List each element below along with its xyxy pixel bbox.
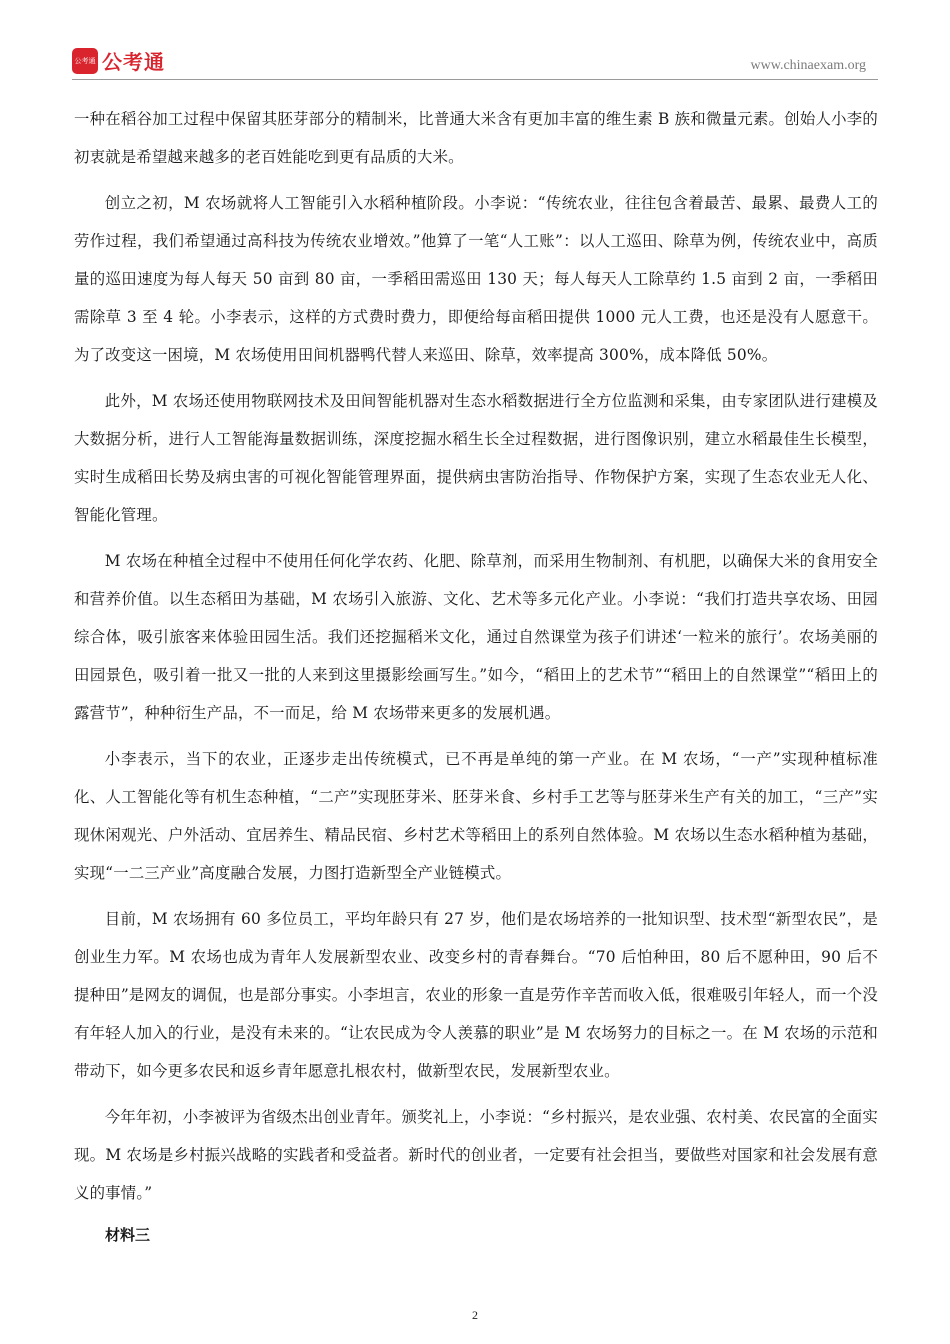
logo-text: 公考通: [102, 50, 165, 74]
paragraph-5: 小李表示，当下的农业，正逐步走出传统模式，已不再是单纯的第一产业。在 M 农场，“一产”实现种植标准化、人工智能化等有机生态种植，“二产”实现胚芽米、胚芽米食、乡村手工艺等与胚芽米生产有关的加工，“三产”实现休闲观光、户外活动、宜居养生、精品民宿、乡村艺术等稻田上的系列自然体验。M 农场以生态水稻种植为基础，实现“一二三产业”高度融合发展，力图打造新型全产业链模式。: [74, 750, 878, 882]
paragraph-1: 一种在稻谷加工过程中保留其胚芽部分的精制米，比普通大米含有更加丰富的维生素 B 族和微量元素。创始人小李的初衷就是希望越来越多的老百姓能吃到更有品质的大米。: [74, 110, 878, 166]
logo-badge: 公考通: [72, 48, 98, 74]
site-url[interactable]: www.chinaexam.org: [750, 58, 866, 73]
document-body: [74, 100, 878, 1220]
paragraph-4: M 农场在种植全过程中不使用任何化学农药、化肥、除草剂，而采用生物制剂、有机肥，以确保大米的食用安全和营养价值。以生态稻田为基础，M 农场引入旅游、文化、艺术等多元化产业。小李说：“我们打造共享农场、田园综合体，吸引旅客来体验田园生活。我们还挖掘稻米文化，通过自然课堂为孩子们讲述‘一粒米的旅行’。农场美丽的田园景色，吸引着一批又一批的人来到这里摄影绘画写生。”如今，“稻田上的艺术节”“稻田上的自然课堂”“稻田上的露营节”，种种衍生产品，不一而足，给 M 农场带来更多的发展机遇。: [74, 552, 878, 722]
paragraph-7: 今年年初，小李被评为省级杰出创业青年。颁奖礼上，小李说：“乡村振兴，是农业强、农村美、农民富的全面实现。M 农场是乡村振兴战略的实践者和受益者。新时代的创业者，一定要有社会担当，要做些对国家和社会发展有意义的事情。”: [74, 1108, 878, 1202]
header-divider: [72, 79, 878, 80]
page-number: 2: [472, 1308, 478, 1322]
logo[interactable]: [72, 46, 165, 75]
paragraph-3: 此外，M 农场还使用物联网技术及田间智能机器对生态水稻数据进行全方位监测和采集，由专家团队进行建模及大数据分析，进行人工智能海量数据训练，深度挖掘水稻生长全过程数据，进行图像识别，建立水稻最佳生长模型，实时生成稻田长势及病虫害的可视化智能管理界面，提供病虫害防治指导、作物保护方案，实现了生态农业无人化、智能化管理。: [74, 392, 878, 524]
page-header: [72, 40, 878, 80]
section-title: 材料三: [105, 1226, 151, 1244]
paragraph-6: 目前，M 农场拥有 60 多位员工，平均年龄只有 27 岁，他们是农场培养的一批知识型、技术型“新型农民”，是创业生力军。M 农场也成为青年人发展新型农业、改变乡村的青春舞台。“70 后怕种田，80 后不愿种田，90 后不提种田”是网友的调侃，也是部分事实。小李坦言，农业的形象一直是劳作辛苦而收入低，很难吸引年轻人，而一个没有年轻人加入的行业，是没有未来的。“让农民成为令人羡慕的职业”是 M 农场努力的目标之一。在 M 农场的示范和带动下，如今更多农民和返乡青年愿意扎根农村，做新型农民，发展新型农业。: [74, 910, 878, 1080]
paragraph-2: 创立之初，M 农场就将人工智能引入水稻种植阶段。小李说：“传统农业，往往包含着最苦、最累、最费人工的劳作过程，我们希望通过高科技为传统农业增效。”他算了一笔“人工账”：以人工巡田、除草为例，传统农业中，高质量的巡田速度为每人每天 50 亩到 80 亩，一季稻田需巡田 130 天；每人每天人工除草约 1.5 亩到 2 亩，一季稻田需除草 3 至 4 轮。小李表示，这样的方式费时费力，即便给每亩稻田提供 1000 元人工费，也还是没有人愿意干。为了改变这一困境，M 农场使用田间机器鸭代替人来巡田、除草，效率提高 300%，成本降低 50%。: [74, 194, 878, 364]
